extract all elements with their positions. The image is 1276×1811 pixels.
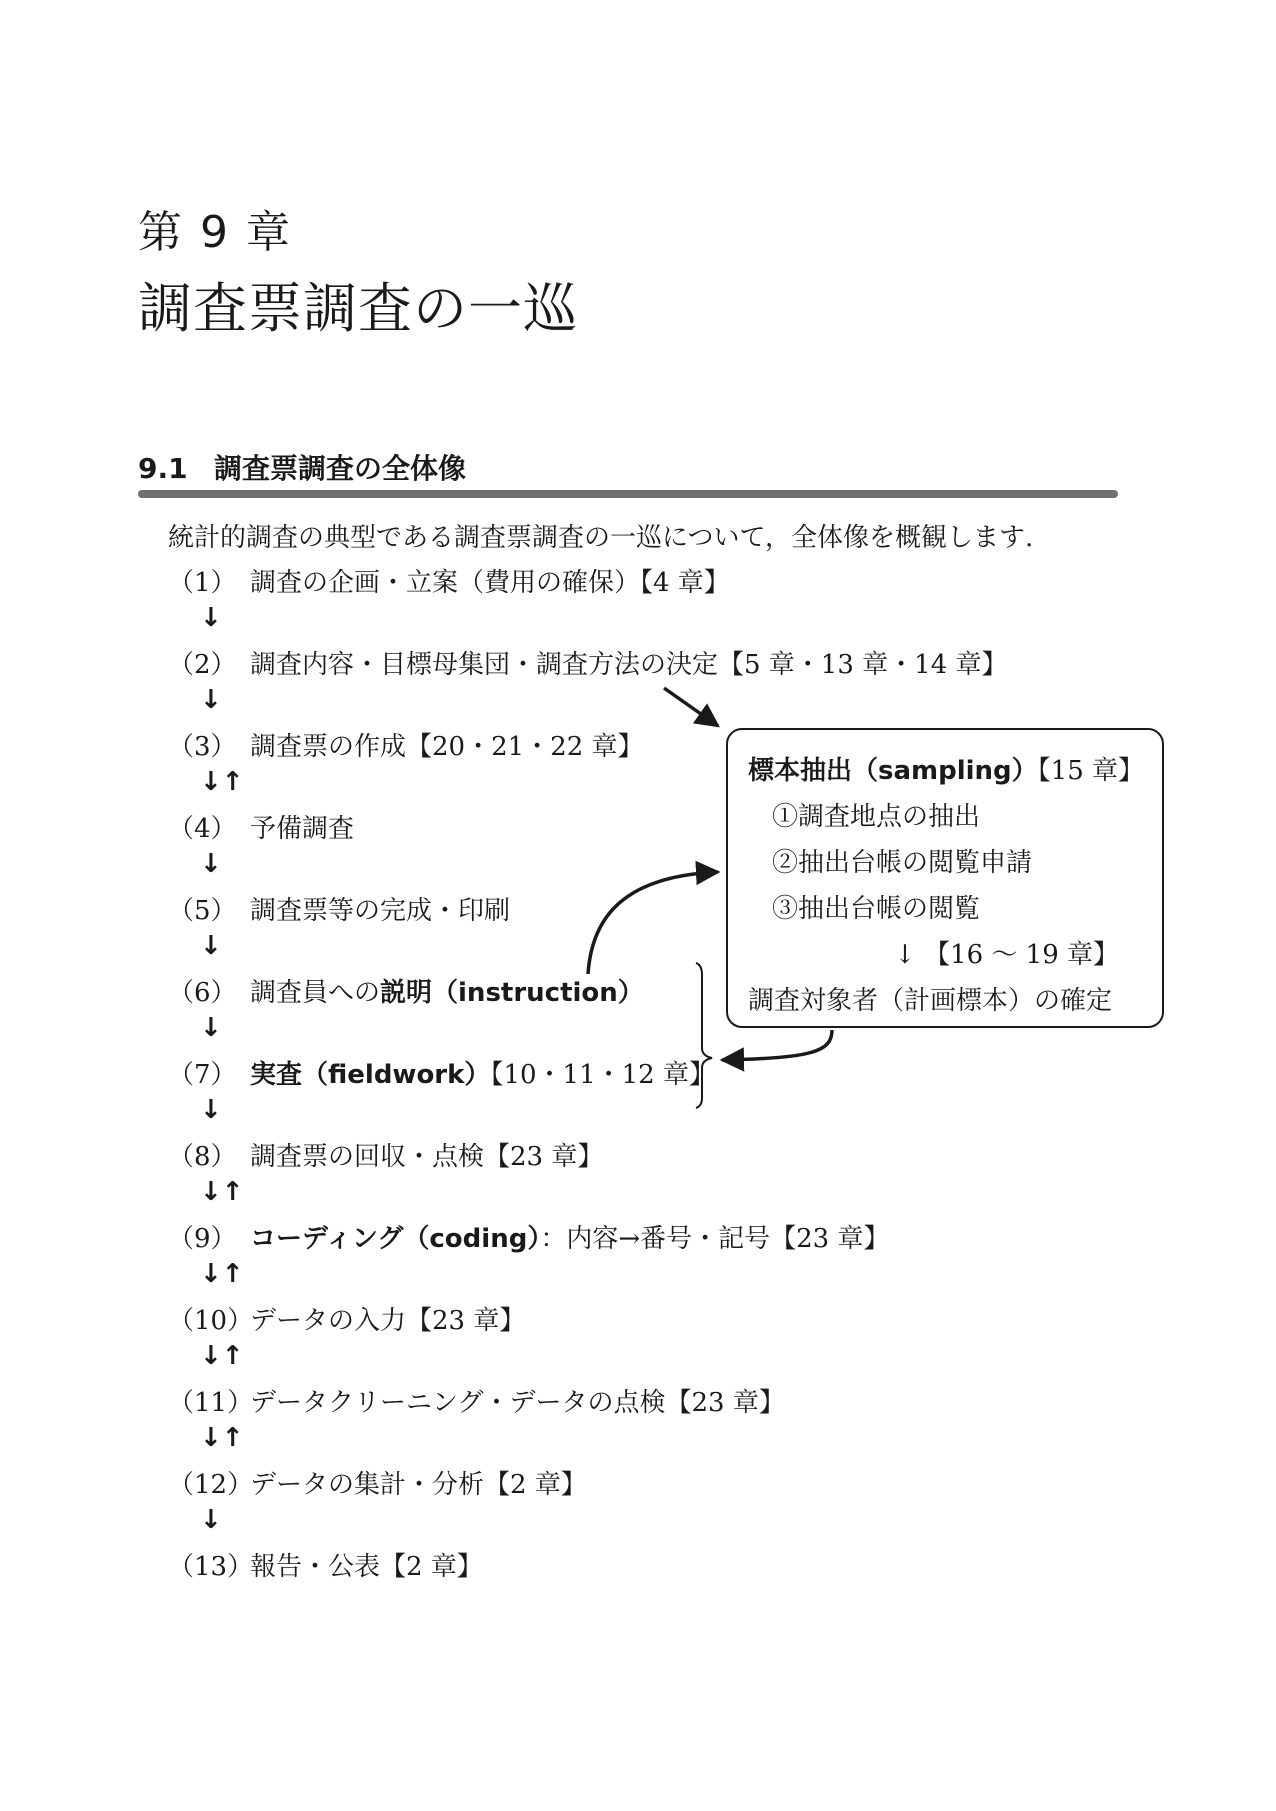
step-text: 【10・11・12 章】 [490,1060,715,1090]
sampling-box-title-text: 標本抽出（sampling） [748,756,1038,786]
flow-connector-arrow: ↓ [200,931,222,961]
flow-connector-arrow: ↓↑ [200,1341,244,1371]
arrow-step2-to-sampling [664,688,718,726]
step-text: 調査内容・目標母集団・調査方法の決定【5 章・13 章・14 章】 [250,650,1008,680]
step-number: （9） [168,1224,237,1254]
flow-connector-arrow: ↓ [200,1095,222,1125]
sampling-box-item: ②抽出台帳の閲覧申請 [772,848,1033,878]
step-text: 調査員への [250,978,381,1008]
arrow-sampling-to-step6-7 [722,1030,832,1060]
flow-connector-arrow: ↓↑ [200,1423,244,1453]
step-number: （2） [168,650,237,680]
step-number: （5） [168,896,237,926]
flow-connector-arrow: ↓ [200,1505,222,1535]
intro-paragraph: 統計的調査の典型である調査票調査の一巡について，全体像を概観します. [168,523,1034,553]
step-number: （3） [168,732,237,762]
step-text: 予備調査 [250,814,355,844]
sampling-box-chapter-ref: 【15 章】 [1037,756,1145,786]
step-text: 調査票等の完成・印刷 [250,896,511,926]
step-text: 調査票の回収・点検【23 章】 [250,1142,604,1172]
step-number: （7） [168,1060,237,1090]
flow-connector-arrow: ↓↑ [200,767,244,797]
flow-connector-arrow: ↓↑ [200,1259,244,1289]
arrow-step6-to-sampling [588,872,718,974]
sampling-box-item: ①調査地点の抽出 [772,802,981,832]
step-text: 報告・公表【2 章】 [250,1552,483,1582]
step-text: データの入力【23 章】 [250,1306,526,1336]
step-text: データの集計・分析【2 章】 [250,1470,587,1500]
flow-connector-arrow: ↓ [200,1013,222,1043]
flow-connector-arrow: ↓↑ [200,1177,244,1207]
flow-connector-arrow: ↓ [200,849,222,879]
step-number: （10） [168,1306,254,1336]
step-text: 調査の企画・立案（費用の確保）【4 章】 [250,568,730,598]
step-number: （13） [168,1552,254,1582]
step-number: （1） [168,568,237,598]
step-text: データクリーニング・データの点検【23 章】 [250,1388,785,1418]
brace-steps-6-7 [696,963,712,1108]
step-number: （12） [168,1470,254,1500]
chapter-label: 第 9 章 [138,207,292,258]
step-text-emphasis: コーディング（coding） [250,1224,541,1254]
step-text-emphasis: 実査（fieldwork） [250,1060,491,1090]
sampling-box-item: ③抽出台帳の閲覧 [772,894,981,924]
step-text: 調査票の作成【20・21・22 章】 [250,732,644,762]
sampling-box-result: 調査対象者（計画標本）の確定 [748,986,1113,1016]
step-number: （8） [168,1142,237,1172]
section-title: 調査票調査の全体像 [214,452,467,485]
step-text-emphasis: 説明（instruction） [380,978,644,1008]
sampling-box-arrow-note: ↓ 【16 ～ 19 章】 [894,940,1120,970]
flow-connector-arrow: ↓ [200,603,222,633]
flow-connector-arrow: ↓ [200,685,222,715]
section-number: 9.1 [138,452,188,485]
step-number: （11） [168,1388,254,1418]
step-number: （4） [168,814,237,844]
chapter-title: 調査票調査の一巡 [138,277,578,340]
step-text: ：内容→番号・記号【23 章】 [540,1224,890,1254]
step-number: （6） [168,978,237,1008]
